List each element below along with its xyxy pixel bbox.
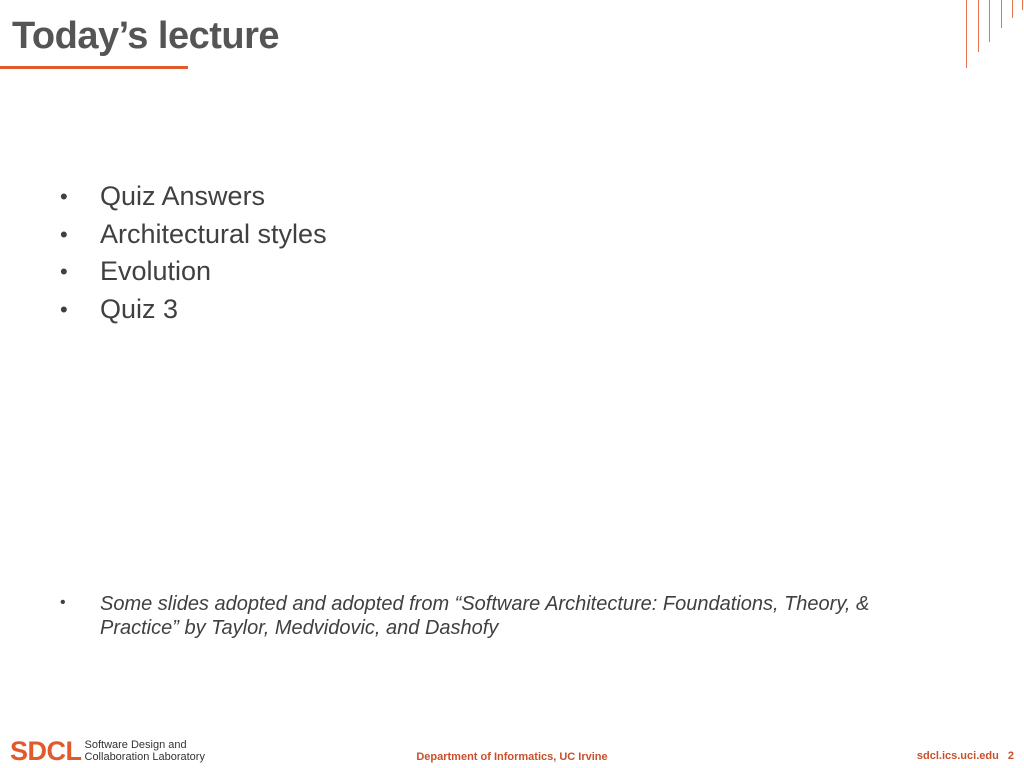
attribution-line-2: Practice” by Taylor, Medvidovic, and Dashofy <box>100 617 499 639</box>
deco-line-2 <box>978 0 979 52</box>
deco-line-5 <box>1012 0 1013 18</box>
attribution-text <box>100 592 990 640</box>
title-underline <box>0 66 188 69</box>
footer-department: Department of Informatics, UC Irvine <box>416 751 608 763</box>
footer-right <box>917 750 1014 762</box>
bullet-icon: • <box>60 594 66 611</box>
page-number: 2 <box>1007 750 1014 762</box>
logo-subtitle-line-2: Collaboration Laboratory <box>84 751 205 763</box>
bullet-icon: • <box>60 221 68 247</box>
agenda-list <box>60 178 327 328</box>
list-item-text: Evolution <box>100 256 212 286</box>
slide-title: Today’s lecture <box>12 15 280 57</box>
bullet-icon: • <box>60 259 68 284</box>
deco-line-6 <box>1022 0 1023 10</box>
list-item-text: Architectural styles <box>100 218 327 249</box>
list-item-text: Quiz 3 <box>100 293 179 324</box>
attribution-note <box>60 592 990 640</box>
footer-site: sdcl.ics.uci.edu <box>916 750 999 762</box>
bullet-icon: • <box>60 184 68 209</box>
list-item <box>60 178 327 216</box>
logo-wordmark: SDCL <box>10 736 82 766</box>
list-item-text: Quiz Answers <box>100 181 266 211</box>
list-item <box>60 253 327 291</box>
deco-line-3 <box>989 0 990 42</box>
logo-subtitle-line-1: Software Design and <box>84 739 187 751</box>
deco-line-1 <box>966 0 967 68</box>
list-item <box>60 216 327 254</box>
bullet-icon: • <box>60 296 68 322</box>
deco-line-4 <box>1001 0 1002 28</box>
attribution-line-1: Some slides adopted and adopted from “Software Architecture: Foundations, Theory, & <box>100 593 870 615</box>
list-item <box>60 291 327 329</box>
